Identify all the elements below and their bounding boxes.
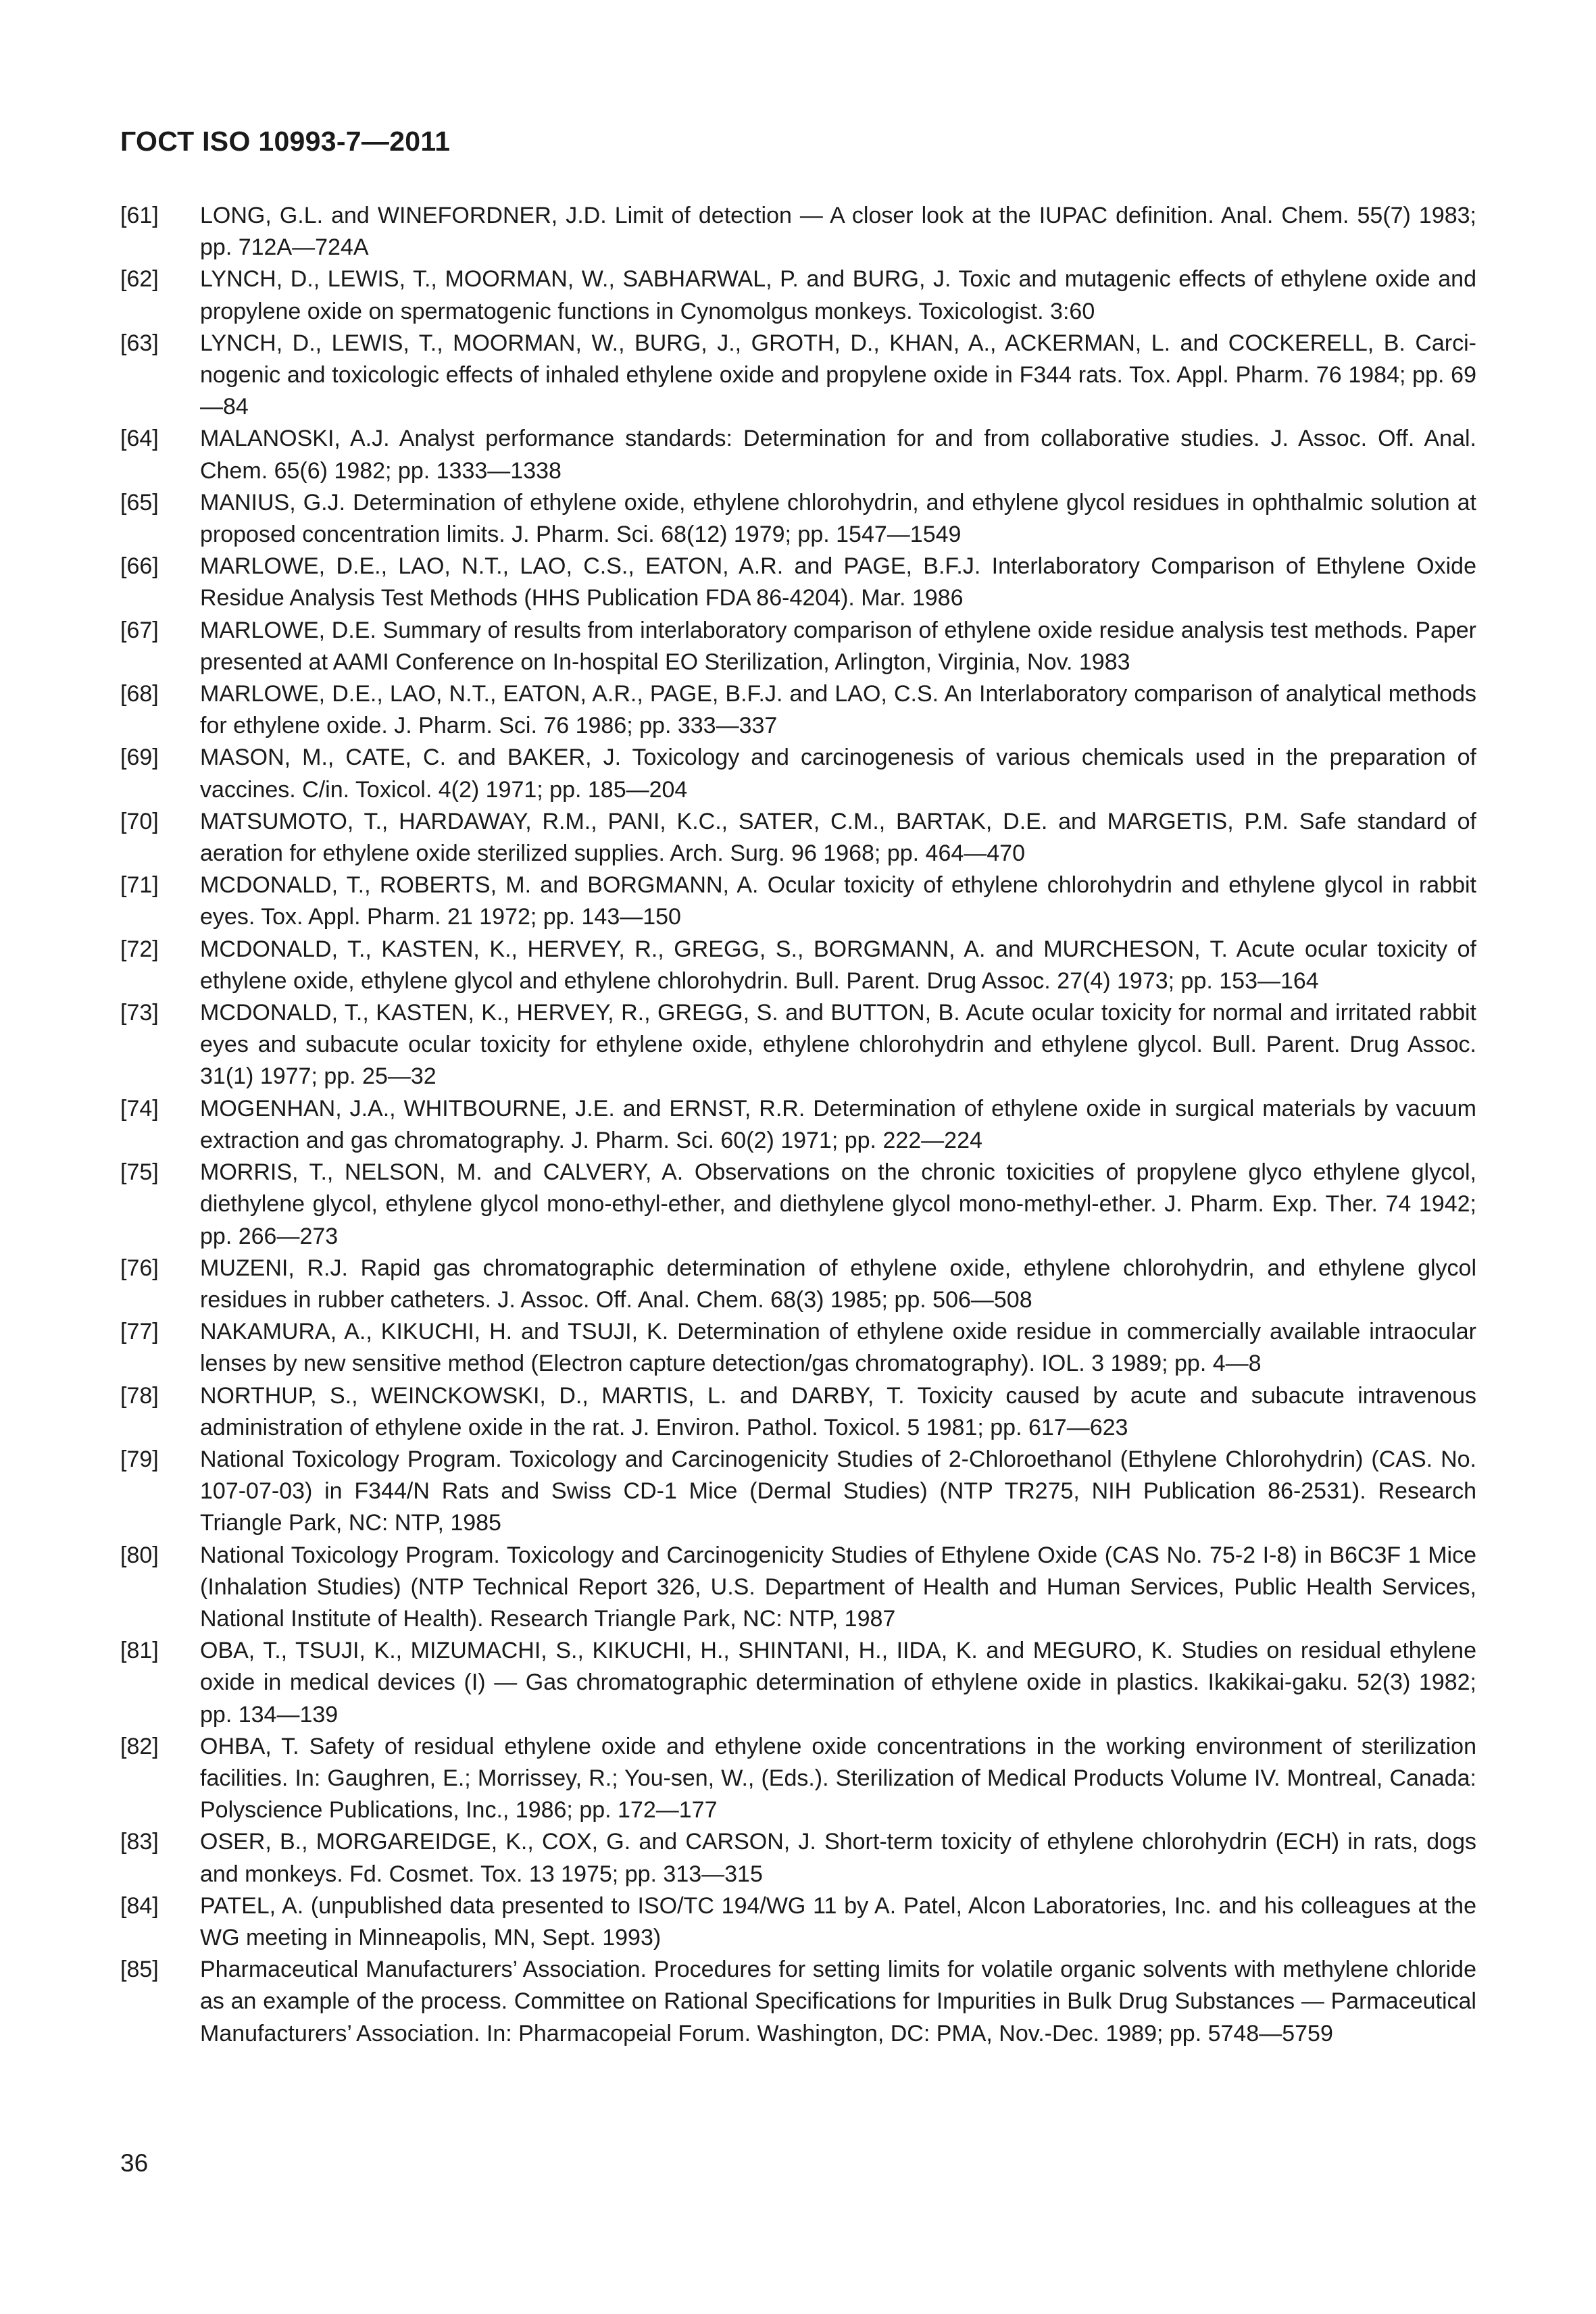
reference-item	[120, 1316, 1476, 1380]
reference-number: [68]	[120, 681, 159, 707]
reference-number: [64]	[120, 426, 159, 452]
reference-item	[120, 870, 1476, 933]
reference-number: [63]	[120, 330, 159, 356]
reference-text: MARLOWE, D.E., LAO, N.T., LAO, C.S., EATON, A.R. and PAGE, B.F.J. Interlaboratory Comparison of Ethylene Oxide Residue Analysis Test Methods (HHS Publication FDA 86-4204). Mar. 1986	[200, 553, 1476, 611]
reference-number: [69]	[120, 745, 159, 771]
reference-text: MASON, M., CATE, C. and BAKER, J. Toxicology and carcinogenesis of various chemicals used in the preparation of vaccines. C/in. Toxicol. 4(2) 1971; pp. 185—204	[200, 745, 1476, 803]
reference-item	[120, 934, 1476, 997]
reference-item	[120, 615, 1476, 678]
reference-text: MALANOSKI, A.J. Analyst performance standards: Determination for and from collaborative studies. J. Assoc. Off. Anal. Chem. 65(6) 1982; pp. 1333—1338	[200, 426, 1476, 484]
reference-text: MANIUS, G.J. Determination of ethylene oxide, ethylene chlorohydrin, and ethylene glycol residues in ophthalmic solution at proposed concentration limits. J. Pharm. Sci. 68(12) 1979; pp. 1547—1549	[200, 489, 1476, 548]
reference-number: [62]	[120, 266, 159, 293]
reference-item	[120, 263, 1476, 327]
reference-number: [71]	[120, 872, 159, 899]
reference-text: OBA, T., TSUJI, K., MIZUMACHI, S., KIKUCHI, H., SHINTANI, H., IIDA, K. and MEGURO, K. Studies on residual ethylene oxide in medical devices (I) — Gas chromatographic determination of ethylene oxide in plastics. Ikakikai-gaku. 52(3) 1982; pp. 134—139	[200, 1638, 1476, 1728]
reference-number: [81]	[120, 1638, 159, 1664]
reference-text: National Toxicology Program. Toxicology and Carcinogenicity Studies of 2-Chloroethanol (Ethylene Chlorohydrin) (CAS. No. 107-07-03) in F344/N Rats and Swiss CD-1 Mice (Dermal Studies) (NTP TR275, NIH Publication 86-2531). Research Triangle Park, NC: NTP, 1985	[200, 1446, 1476, 1536]
reference-item	[120, 1253, 1476, 1316]
reference-item	[120, 1890, 1476, 1954]
reference-text: MCDONALD, T., KASTEN, K., HERVEY, R., GREGG, S., BORGMANN, A. and MURCHESON, T. Acute ocular toxicity of ethylene oxide, ethylene glycol and ethylene chlorohydrin. Bull. Parent. Drug Assoc. 27(4) 1973; pp. 153—164	[200, 936, 1476, 994]
reference-number: [65]	[120, 489, 159, 515]
reference-item	[120, 1635, 1476, 1731]
reference-text: MCDONALD, T., KASTEN, K., HERVEY, R., GREGG, S. and BUTTON, B. Acute ocular toxicity for normal and irritated rabbit eyes and subacute ocular toxicity for ethylene oxide, ethylene chlorohydrin and ethylene glycol. Bull. Parent. Drug Assoc. 31(1) 1977; pp. 25—32	[200, 1000, 1476, 1090]
reference-number: [74]	[120, 1095, 159, 1122]
reference-text: LONG, G.L. and WINEFORDNER, J.D. Limit of detection — A closer look at the IUPAC definition. Anal. Chem. 55(7) 1983; pp. 712A—724A	[200, 203, 1476, 261]
reference-text: NAKAMURA, A., KIKUCHI, H. and TSUJI, K. Determination of ethylene oxide residue in commercially available intraocular lenses by new sensitive method (Electron capture detection/gas chromatography). IOL. 3 1989; pp. 4—8	[200, 1319, 1476, 1377]
reference-text: Pharmaceutical Manufacturers’ Association. Procedures for setting limits for volatile organic solvents with methylene chloride as an example of the process. Committee on Rational Specifications for Impurities in Bulk Drug Substances — Parmaceutical Manufacturers’ Association. In: Pharmacopeial Forum. Washington, DC: PMA, Nov.-Dec. 1989; pp. 5748—5759	[200, 1957, 1476, 2046]
reference-number: [78]	[120, 1382, 159, 1409]
reference-text: MARLOWE, D.E., LAO, N.T., EATON, A.R., PAGE, B.F.J. and LAO, C.S. An Interlaboratory comparison of analytical methods for ethylene oxide. J. Pharm. Sci. 76 1986; pp. 333—337	[200, 681, 1476, 739]
reference-item	[120, 1540, 1476, 1636]
reference-number: [72]	[120, 936, 159, 962]
reference-item	[120, 806, 1476, 870]
reference-item	[120, 1093, 1476, 1157]
reference-item	[120, 997, 1476, 1093]
reference-item	[120, 1380, 1476, 1444]
reference-number: [84]	[120, 1892, 159, 1919]
reference-text: MUZENI, R.J. Rapid gas chromatographic determination of ethylene oxide, ethylene chlorohydrin, and ethylene glycol residues in rubber catheters. J. Assoc. Off. Anal. Chem. 68(3) 1985; pp. 506—508	[200, 1255, 1476, 1313]
reference-text: MARLOWE, D.E. Summary of results from interlaboratory comparison of ethylene oxide residue analysis test methods. Paper presented at AAMI Conference on In-hospital EO Sterilization, Arlington, Virginia, Nov. 1983	[200, 617, 1476, 675]
reference-text: MATSUMOTO, T., HARDAWAY, R.M., PANI, K.C., SATER, C.M., BARTAK, D.E. and MARGETIS, P.M. Safe standard of aeration for ethylene oxide sterilized supplies. Arch. Surg. 96 1968; pp. 464—470	[200, 808, 1476, 867]
reference-item	[120, 1444, 1476, 1540]
reference-text: MOGENHAN, J.A., WHITBOURNE, J.E. and ERNST, R.R. Determination of ethylene oxide in surgical materials by vacuum extraction and gas chromatography. J. Pharm. Sci. 60(2) 1971; pp. 222—224	[200, 1095, 1476, 1153]
reference-item	[120, 1731, 1476, 1827]
reference-item	[120, 328, 1476, 424]
reference-text: LYNCH, D., LEWIS, T., MOORMAN, W., SABHARWAL, P. and BURG, J. Toxic and mutagenic effects of ethylene oxide and propylene oxide on spermatogenic functions in Cynomolgus monkeys. Toxicologist. 3:60	[200, 266, 1476, 324]
reference-number: [70]	[120, 808, 159, 834]
reference-number: [80]	[120, 1542, 159, 1568]
reference-number: [75]	[120, 1159, 159, 1186]
reference-item	[120, 1826, 1476, 1890]
reference-item	[120, 1157, 1476, 1253]
reference-item	[120, 551, 1476, 614]
reference-item	[120, 678, 1476, 742]
reference-list	[120, 200, 1476, 2050]
document-header: ГОСТ ISO 10993-7—2011	[120, 126, 451, 157]
reference-number: [73]	[120, 1000, 159, 1026]
reference-text: MCDONALD, T., ROBERTS, M. and BORGMANN, A. Ocular toxicity of ethylene chlorohydrin and ethylene glycol in rabbit eyes. Tox. Appl. Pharm. 21 1972; pp. 143—150	[200, 872, 1476, 930]
reference-text: MORRIS, T., NELSON, M. and CALVERY, A. Observations on the chronic toxicities of propylene glyco ethylene glycol, diethylene glycol, ethylene glycol mono-ethyl-ether, and diethylene glycol mono-methyl-ether. J. Pharm. Exp. Ther. 74 1942; pp. 266—273	[200, 1159, 1476, 1249]
page-number: 36	[120, 2149, 149, 2177]
reference-number: [66]	[120, 553, 159, 580]
reference-item	[120, 742, 1476, 805]
reference-number: [83]	[120, 1829, 159, 1855]
reference-item	[120, 200, 1476, 263]
reference-text: OHBA, T. Safety of residual ethylene oxide and ethylene oxide concentrations in the working environment of sterilization facilities. In: Gaughren, E.; Morrissey, R.; You-sen, W., (Eds.). Sterilization of Medical Products Volume IV. Montreal, Canada: Polyscience Publications, Inc., 1986; pp. 172—177	[200, 1733, 1476, 1823]
reference-number: [85]	[120, 1957, 159, 1983]
reference-number: [82]	[120, 1733, 159, 1759]
reference-item	[120, 1954, 1476, 2050]
reference-item	[120, 487, 1476, 551]
reference-item	[120, 423, 1476, 486]
reference-number: [76]	[120, 1255, 159, 1281]
reference-number: [79]	[120, 1446, 159, 1472]
reference-text: OSER, B., MORGAREIDGE, K., COX, G. and CARSON, J. Short-term toxicity of ethylene chlorohydrin (ECH) in rats, dogs and monkeys. Fd. Cosmet. Tox. 13 1975; pp. 313—315	[200, 1829, 1476, 1887]
reference-number: [67]	[120, 617, 159, 643]
reference-number: [61]	[120, 203, 159, 228]
reference-number: [77]	[120, 1319, 159, 1345]
reference-text: NORTHUP, S., WEINCKOWSKI, D., MARTIS, L. and DARBY, T. Toxicity caused by acute and subacute intravenous administration of ethylene oxide in the rat. J. Environ. Pathol. Toxicol. 5 1981; pp. 617—623	[200, 1382, 1476, 1440]
reference-text: PATEL, A. (unpublished data presented to ISO/TC 194/WG 11 by A. Patel, Alcon Laboratories, Inc. and his colleagues at the WG meeting in Minneapolis, MN, Sept. 1993)	[200, 1892, 1476, 1951]
reference-text: LYNCH, D., LEWIS, T., MOORMAN, W., BURG, J., GROTH, D., KHAN, A., ACKERMAN, L. and COCKERELL, B. Carci-nogenic and toxicologic effects of inhaled ethylene oxide and propylene oxide in F344 rats. Tox. Appl. Pharm. 76 1984; pp. 69—84	[200, 330, 1476, 420]
reference-text: National Toxicology Program. Toxicology and Carcinogenicity Studies of Ethylene Oxide (CAS No. 75-2 I-8) in B6C3F 1 Mice (Inhalation Studies) (NTP Technical Report 326, U.S. Department of Health and Human Services, Public Health Services, National Institute of Health). Research Triangle Park, NC: NTP, 1987	[200, 1542, 1476, 1632]
